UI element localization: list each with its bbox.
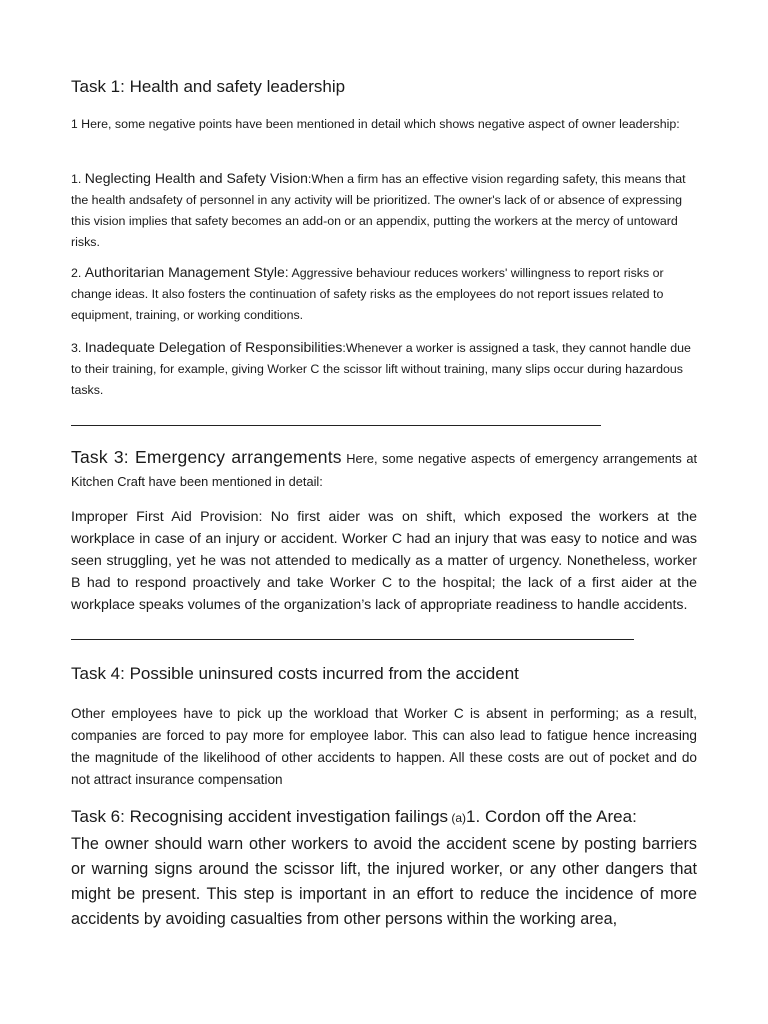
point-title: Authoritarian Management Style: (84, 264, 289, 280)
task6-heading: Task 6: Recognising accident investigation failings (71, 807, 449, 826)
point-body: Aggressive behaviour reduces workers' willingness to report risks or change ideas. It also fosters the continuation of safety risks as the employees do not report issues related to equipment, training, or working conditions. (71, 266, 664, 322)
task6-paragraph: The owner should warn other workers to avoid the accident scene by posting barriers or warning signs around the scissor lift, the injured worker, or any other dangers that might be present. This step is important in an effort to reduce the incidence of more accidents by avoiding casualties from other persons within the working area, (71, 835, 697, 928)
point-title: Inadequate Delegation of Responsibilities (84, 339, 343, 355)
task3-lead: Here, some negative aspects of emergency arrangements at Kitchen Craft have been mentioned in detail: (71, 451, 697, 489)
task3-section (71, 446, 697, 493)
task4-section (71, 663, 697, 685)
task1-intro-number: 1 (71, 117, 78, 131)
point-body: :When a firm has an effective vision regarding safety, this means that the health andsafety of personnel in any activity will be prioritized. The owner's lack of or absence of expressing this vision implies that safety becomes an add-on or an appendix, putting the workers at the mercy of untoward risks. (71, 172, 686, 249)
task3-body (71, 506, 697, 616)
task1-section (71, 76, 697, 98)
task4-body (71, 703, 697, 791)
task6-section (71, 804, 697, 831)
task4-heading: Task 4: Possible uninsured costs incurred from the accident (71, 664, 519, 683)
task1-heading: Task 1: Health and safety leadership (71, 77, 346, 96)
task6-sub-marker: (a) (448, 811, 467, 825)
task1-point-1 (71, 168, 697, 253)
task3-paragraph: Improper First Aid Provision: No first aider was on shift, which exposed the workers at the workplace in case of an injury or accident. Worker C had an injury that was easy to notice and was seen struggling, yet he was not attended to medically as a matter of urgency. Nonetheless, worker B had to respond proactively and take Worker C to the hospital; the lack of a first aider at the workplace speaks volumes of the organization’s lack of appropriate readiness to handle accidents. (71, 509, 697, 613)
section-divider (71, 639, 634, 640)
point-number: 2. (71, 266, 82, 280)
task6-subtitle: 1. Cordon off the Area: (466, 807, 637, 826)
section-divider (71, 425, 601, 426)
task1-intro-text: Here, some negative points have been mentioned in detail which shows negative aspect of owner leadership: (77, 117, 680, 131)
task1-point-3 (71, 337, 697, 401)
point-number: 3. (71, 341, 82, 355)
point-title: Neglecting Health and Safety Vision (84, 170, 308, 186)
task1-intro (71, 114, 697, 135)
task1-point-2 (71, 262, 697, 326)
point-body: :Whenever a worker is assigned a task, they cannot handle due to their training, for example, giving Worker C the scissor lift without training, many slips occur during hazardous tasks. (71, 341, 691, 397)
task3-heading: Task 3: Emergency arrangements (71, 447, 342, 467)
point-number: 1. (71, 172, 82, 186)
task6-body (71, 832, 697, 932)
task4-paragraph: Other employees have to pick up the workload that Worker C is absent in performing; as a result, companies are forced to pay more for employee labor. This can also lead to fatigue hence increasing the magnitude of the likelihood of other accidents to happen. All these costs are out of pocket and do not attract insurance compensation (71, 706, 697, 787)
